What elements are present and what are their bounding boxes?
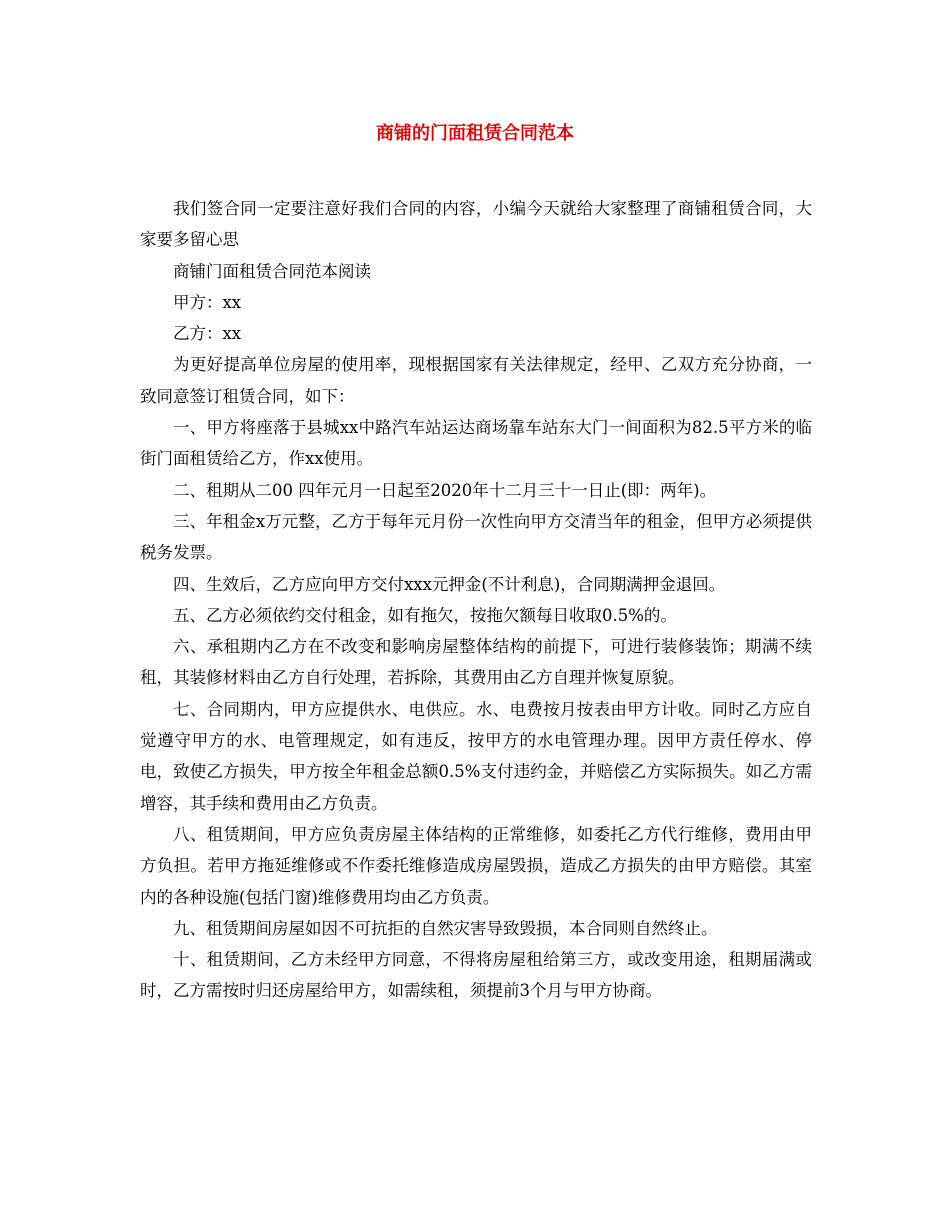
document-body: [140, 193, 812, 1007]
clause-7: 七、合同期内，甲方应提供水、电供应。水、电费按月按表由甲方计收。同时乙方应自觉遵守甲方的水、电管理规定，如有违反，按甲方的水电管理办理。因甲方责任停水、停电，致使乙方损失，甲方按全年租金总额0.5%支付违约金，并赔偿乙方实际损失。如乙方需增容，其手续和费用由乙方负责。: [140, 699, 812, 813]
party-b-line: 乙方：xx: [173, 324, 242, 344]
clause-3: 三、年租金x万元整，乙方于每年元月份一次性向甲方交清当年的租金，但甲方必须提供税务发票。: [140, 511, 812, 563]
clause-2: 二、租期从二00 四年元月一日起至2020年十二月三十一日止(即：两年)。: [173, 480, 717, 500]
clause-4: 四、生效后，乙方应向甲方交付xxx元押金(不计利息)，合同期满押金退回。: [173, 574, 726, 594]
clause-1: 一、甲方将座落于县城xx中路汽车站运达商场靠车站东大门一间面积为82.5平方米的临街门面租赁给乙方，作xx使用。: [140, 418, 812, 469]
clause-8: 八、租赁期间，甲方应负责房屋主体结构的正常维修，如委托乙方代行维修，费用由甲方负担。若甲方拖延维修或不作委托维修造成房屋毁损，造成乙方损失的由甲方赔偿。其室内的各种设施(包括门窗)维修费用均由乙方负责。: [140, 824, 812, 907]
document-title: 商铺的门面租赁合同范本: [376, 123, 574, 144]
clause-6: 六、承租期内乙方在不改变和影响房屋整体结构的前提下，可进行装修装饰；期满不续租，其装修材料由乙方自行处理，若拆除，其费用由乙方自理并恢复原貌。: [140, 637, 812, 688]
intro-paragraph: 我们签合同一定要注意好我们合同的内容，小编今天就给大家整理了商铺租赁合同，大家要多留心思: [140, 199, 812, 250]
clause-5: 五、乙方必须依约交付租金，如有拖欠，按拖欠额每日收取0.5%的。: [173, 605, 677, 625]
party-a-line: 甲方：xx: [173, 292, 242, 312]
clause-9: 九、租赁期间房屋如因不可抗拒的自然灾害导致毁损，本合同则自然终止。: [173, 918, 718, 938]
subheading-paragraph: 商铺门面租赁合同范本阅读: [173, 261, 371, 281]
clause-10: 十、租赁期间，乙方未经甲方同意，不得将房屋租给第三方，或改变用途，租期届满或时，乙方需按时归还房屋给甲方，如需续租，须提前3个月与甲方协商。: [140, 950, 812, 1001]
preamble-paragraph: 为更好提高单位房屋的使用率，现根据国家有关法律规定，经甲、乙双方充分协商，一致同意签订租赁合同，如下：: [140, 355, 812, 406]
